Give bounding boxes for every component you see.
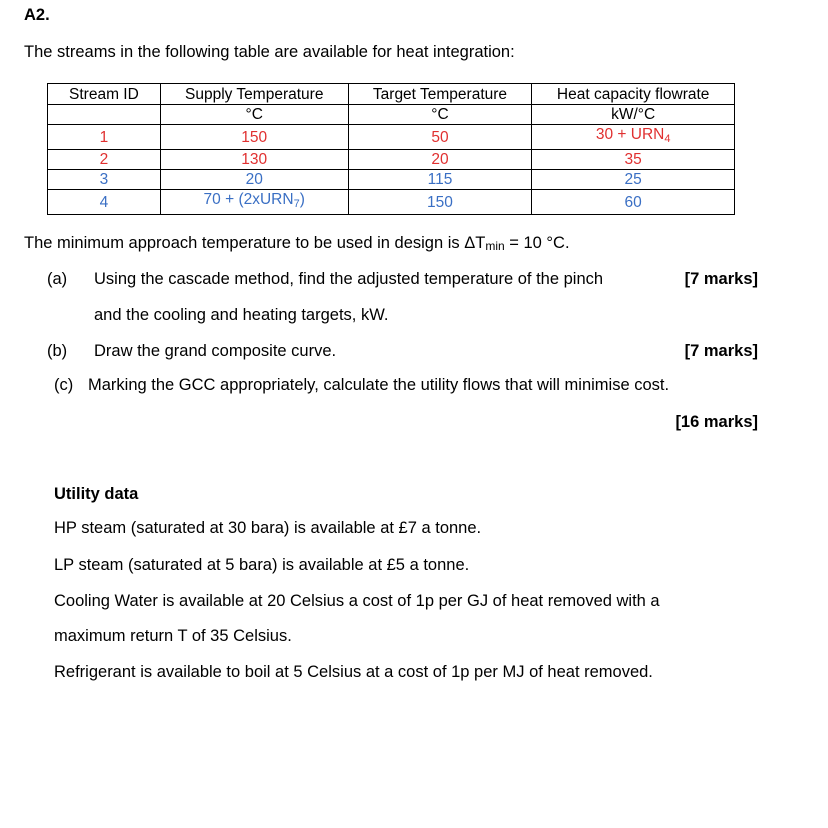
cp-main: 30 + URN xyxy=(595,126,665,143)
min-approach-subscript: min xyxy=(485,239,505,253)
stream-id: 3 xyxy=(48,170,161,190)
part-c-label: (c) xyxy=(54,376,74,394)
table-row xyxy=(48,125,735,150)
utility-heading: Utility data xyxy=(54,485,139,503)
table-units-row xyxy=(48,105,735,125)
question-id: A2. xyxy=(24,6,50,24)
table-row xyxy=(48,190,735,215)
part-a-text-line1: Using the cascade method, find the adjusted temperature of the pinch xyxy=(94,270,604,288)
utility-line: Refrigerant is available to boil at 5 Celsius at a cost of 1p per MJ of heat removed. xyxy=(54,663,653,681)
part-c-marks: [16 marks] xyxy=(675,413,758,431)
intro-text: The streams in the following table are available for heat integration: xyxy=(24,43,515,61)
header-stream-id: Stream ID xyxy=(48,84,161,105)
header-heat-capacity: Heat capacity flowrate xyxy=(532,84,735,105)
utility-line: maximum return T of 35 Celsius. xyxy=(54,627,292,645)
unit-cp: kW/°C xyxy=(532,105,735,125)
utility-line: LP steam (saturated at 5 bara) is available at £5 a tonne. xyxy=(54,556,470,574)
heat-capacity: 25 xyxy=(532,170,735,190)
heat-capacity: 60 xyxy=(532,190,735,215)
target-temp: 150 xyxy=(348,190,532,215)
stream-id: 1 xyxy=(48,125,161,150)
min-approach-suffix: = 10 °C. xyxy=(504,234,570,252)
supply-tail: ) xyxy=(299,191,305,208)
target-temp: 115 xyxy=(348,170,532,190)
heat-capacity: 35 xyxy=(532,150,735,170)
target-temp: 50 xyxy=(348,125,532,150)
table-row xyxy=(48,170,735,190)
header-supply-temperature: Supply Temperature xyxy=(160,84,348,105)
supply-temp: 130 xyxy=(160,150,348,170)
heat-capacity xyxy=(532,125,735,150)
supply-temp: 150 xyxy=(160,125,348,150)
header-target-temperature: Target Temperature xyxy=(348,84,532,105)
utility-line: Cooling Water is available at 20 Celsius a cost of 1p per GJ of heat removed with a xyxy=(54,592,660,610)
supply-temp xyxy=(160,190,348,215)
cp-subscript: 4 xyxy=(664,133,671,145)
min-approach-text xyxy=(24,234,570,253)
utility-line: HP steam (saturated at 30 bara) is available at £7 a tonne. xyxy=(54,519,482,537)
supply-main: 70 + (2xURN xyxy=(203,191,294,208)
stream-id: 4 xyxy=(48,190,161,215)
unit-supply: °C xyxy=(160,105,348,125)
part-b-label: (b) xyxy=(47,342,68,360)
part-b-text: Draw the grand composite curve. xyxy=(94,342,337,360)
part-a-text-line2: and the cooling and heating targets, kW. xyxy=(94,306,389,324)
supply-temp: 20 xyxy=(160,170,348,190)
stream-id: 2 xyxy=(48,150,161,170)
table-header-row xyxy=(48,84,735,105)
part-a-label: (a) xyxy=(47,270,68,288)
streams-table xyxy=(47,83,735,215)
part-b-marks: [7 marks] xyxy=(684,342,758,360)
part-a-marks: [7 marks] xyxy=(684,270,758,288)
table-row xyxy=(48,150,735,170)
part-c-text: Marking the GCC appropriately, calculate the utility flows that will minimise cost. xyxy=(88,376,670,394)
target-temp: 20 xyxy=(348,150,532,170)
min-approach-prefix: The minimum approach temperature to be used in design is ΔT xyxy=(24,234,486,252)
supply-subscript: 7 xyxy=(293,198,300,210)
unit-target: °C xyxy=(348,105,532,125)
unit-stream-id xyxy=(48,105,161,125)
